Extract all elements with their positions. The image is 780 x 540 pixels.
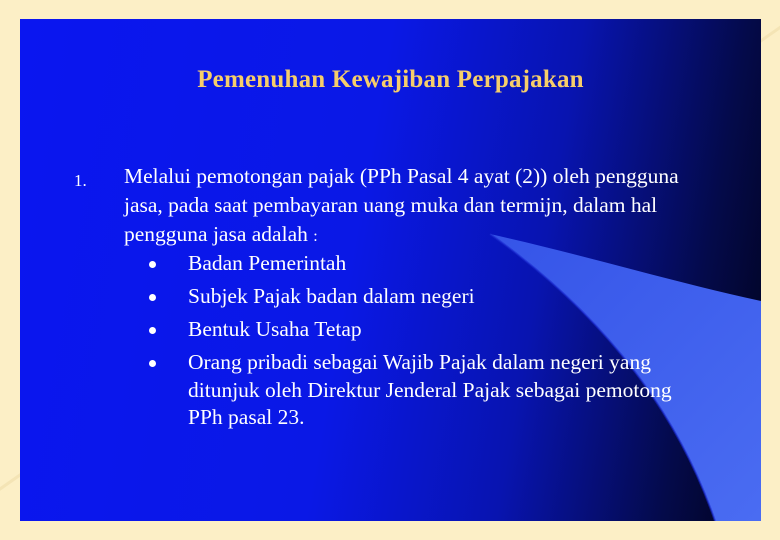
slide-title: Pemenuhan Kewajiban Perpajakan xyxy=(197,66,584,93)
bullet-list xyxy=(148,250,708,437)
presentation-slide xyxy=(20,19,761,521)
bullet-icon xyxy=(149,294,156,301)
list-item xyxy=(148,250,708,278)
item-paragraph xyxy=(124,162,694,251)
list-item-text: Subjek Pajak badan dalam negeri xyxy=(188,284,475,308)
list-item xyxy=(148,349,708,432)
bullet-icon xyxy=(149,360,156,367)
list-item xyxy=(148,283,708,311)
item-text: Melalui pemotongan pajak (PPh Pasal 4 ayat (2)) oleh pengguna jasa, pada saat pembayaran uang muka dan termijn, dalam hal pengguna jasa adalah xyxy=(124,164,679,246)
list-item-text: Orang pribadi sebagai Wajib Pajak dalam negeri yang ditunjuk oleh Direktur Jenderal Pajak sebagai pemotong PPh pasal 23. xyxy=(188,350,672,429)
bullet-icon xyxy=(149,261,156,268)
list-item xyxy=(148,316,708,344)
bullet-icon xyxy=(149,327,156,334)
list-item-text: Bentuk Usaha Tetap xyxy=(188,317,362,341)
list-item-text: Badan Pemerintah xyxy=(188,251,347,275)
item-colon: : xyxy=(313,228,318,245)
item-number: 1. xyxy=(74,171,87,190)
